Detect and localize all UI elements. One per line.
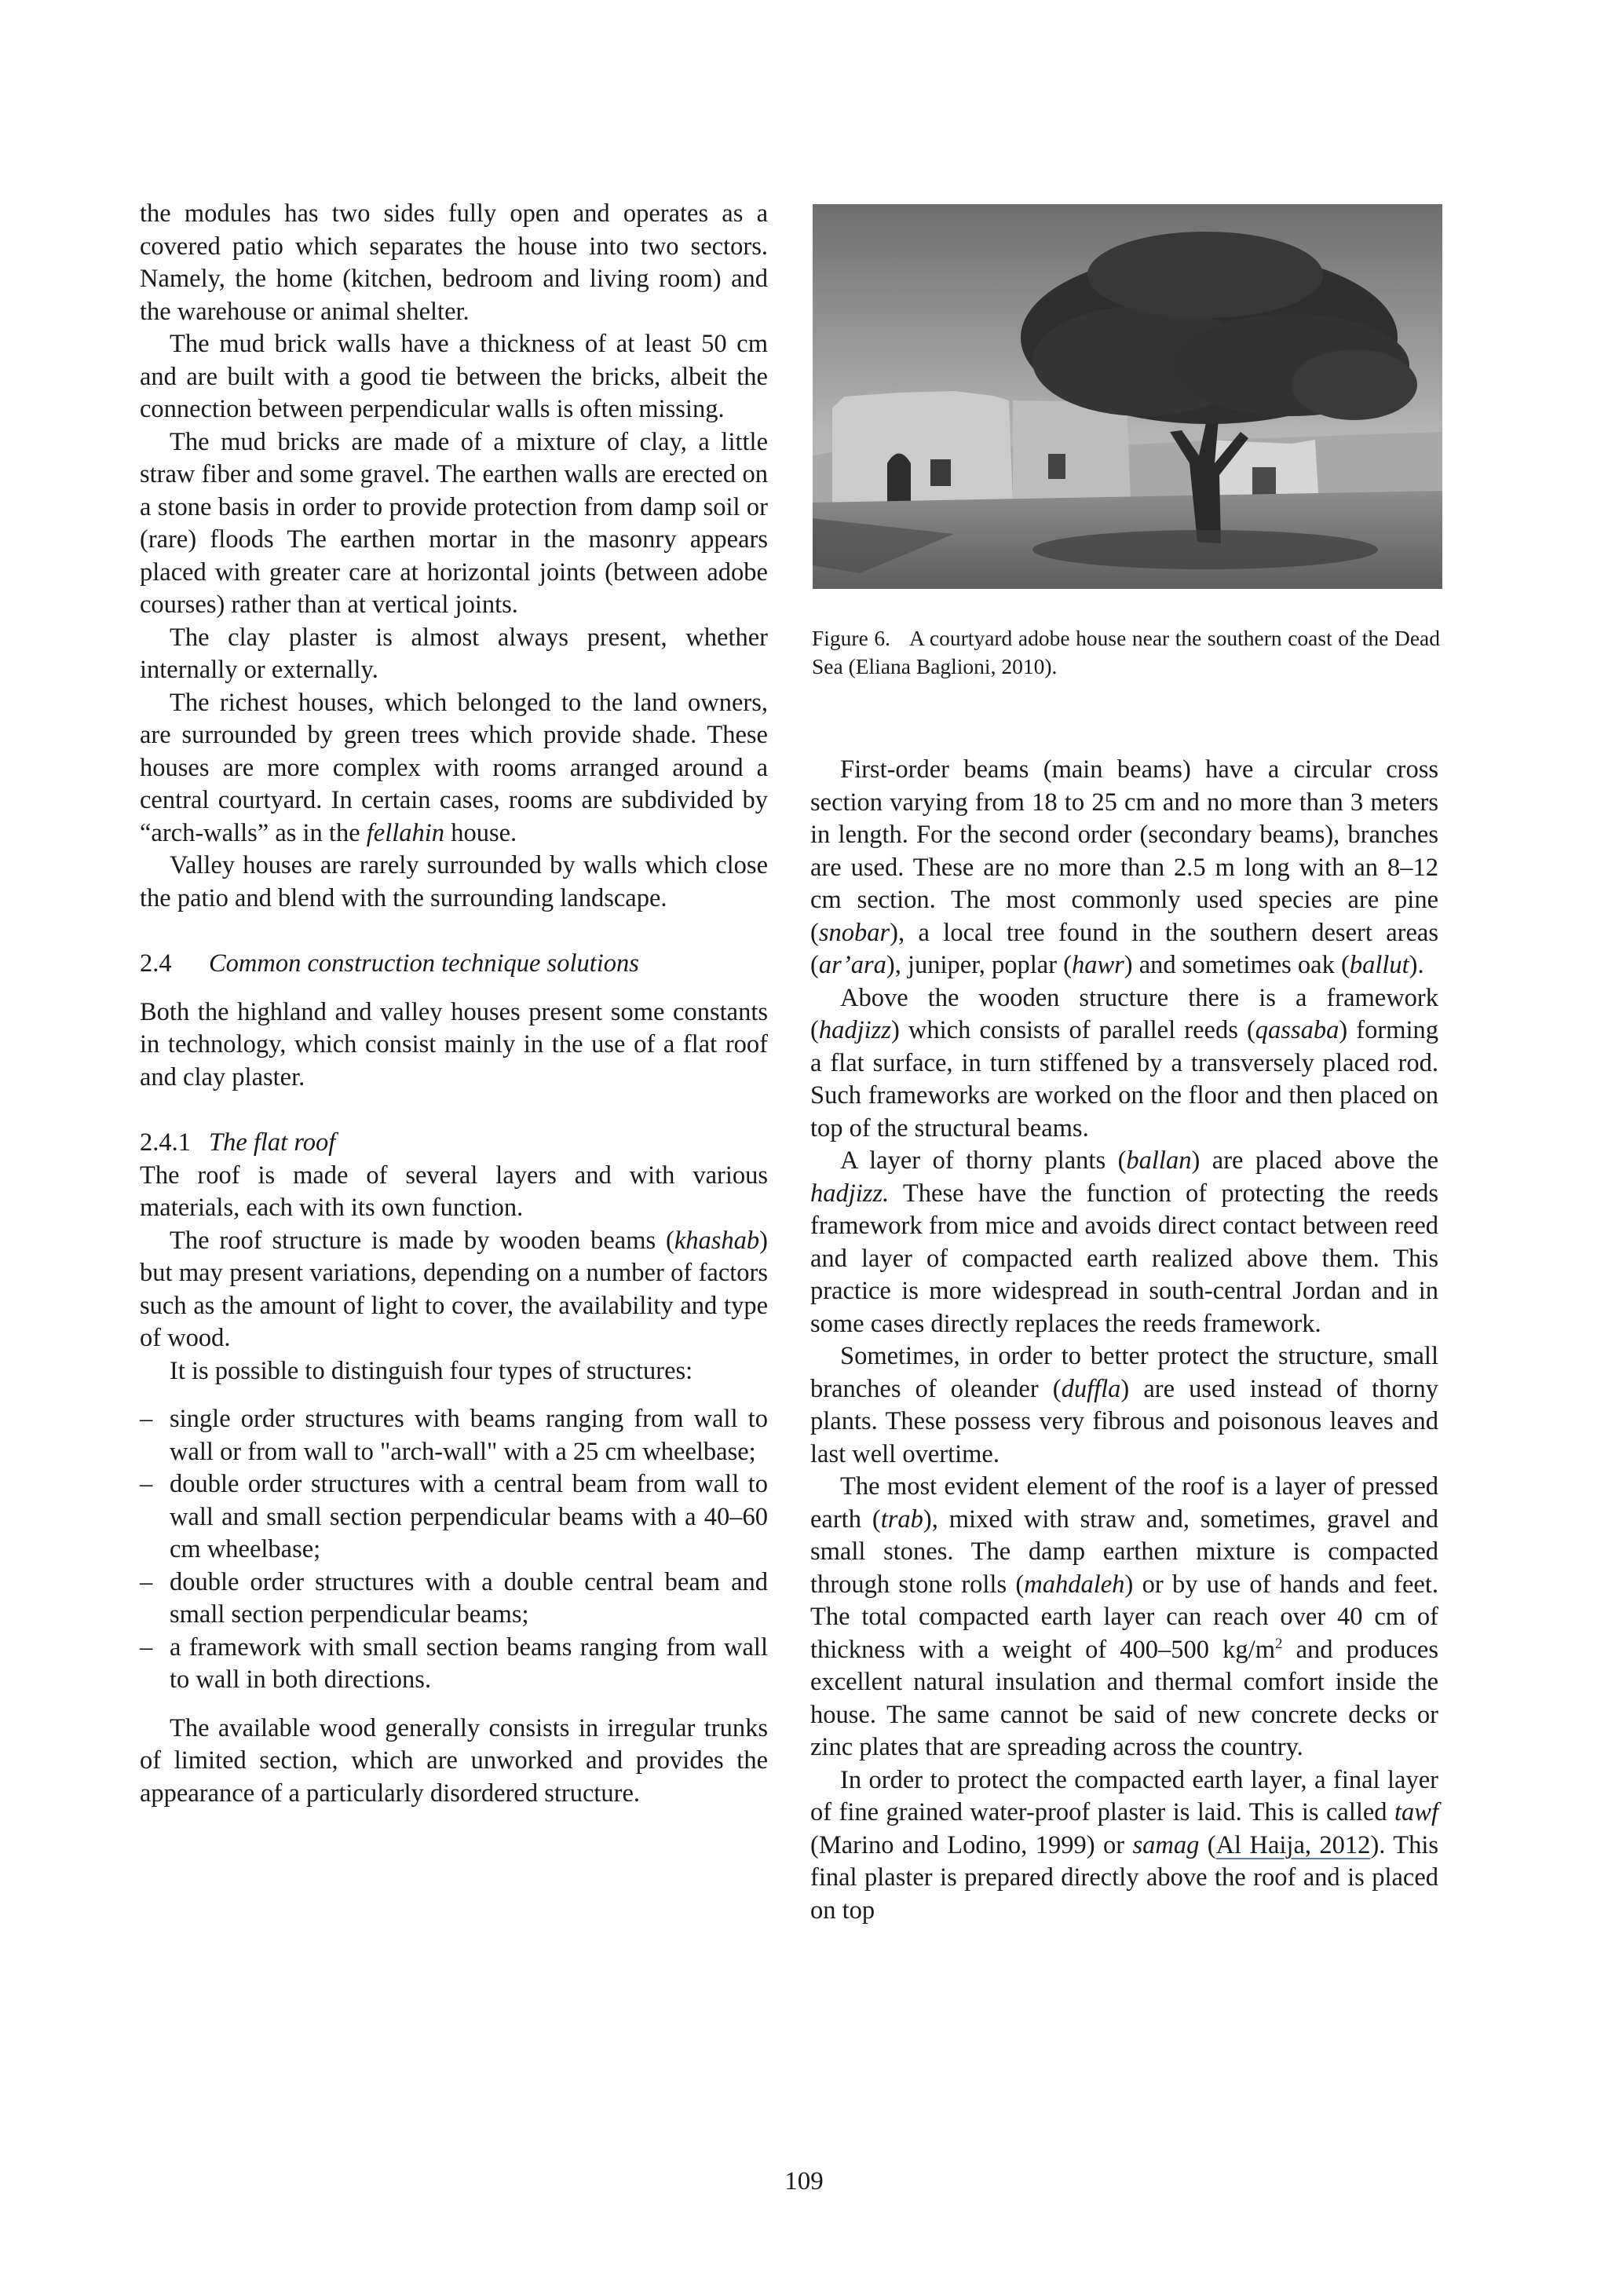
- spacer: [140, 1387, 768, 1403]
- italic-term: mahdaleh: [1024, 1570, 1125, 1599]
- text-run: First-order beams (main beams) have a circular cross section varying from 18 to 25 cm and no more than 3 meters in length. For the second order (secondary beams), branches are used. These are no more than 2.5 m long with an 8–12 cm section. The most commonly used species are pine (: [810, 755, 1438, 947]
- subsection-heading: [140, 1127, 768, 1160]
- italic-term: ar’ara: [818, 951, 886, 979]
- paragraph: [810, 754, 1438, 982]
- section-number: 2.4: [140, 949, 172, 978]
- superscript: 2: [1275, 1635, 1283, 1652]
- paragraph: [140, 1225, 768, 1355]
- text-run: ) forming a flat surface, in turn stiffened by a transversely placed rod. Such frameworks are worked on the floor and then placed on top of the structural beams.: [810, 1016, 1439, 1143]
- paragraph: Valley houses are rarely surrounded by walls which close the patio and blend with the surrounding landscape.: [140, 851, 768, 912]
- photo-courtyard-adobe-house: [813, 204, 1442, 589]
- spacer: [140, 981, 768, 996]
- italic-term: ballan: [1126, 1146, 1192, 1175]
- text-run: Sometimes, in order to better protect the structure, small branches of oleander (: [810, 1342, 1438, 1403]
- italic-term: hadjizz: [818, 1016, 891, 1044]
- caption-text: A courtyard adobe house near the southern coast of the Dead Sea (Eliana Baglioni, 2010).: [812, 626, 1440, 678]
- italic-term: trab: [880, 1504, 923, 1534]
- italic-term: tawf: [1394, 1798, 1438, 1826]
- text-run: (Marino and Lodino, 1999) or: [810, 1830, 1133, 1859]
- paragraph: The clay plaster is almost always present, whether internally or externally.: [140, 623, 768, 684]
- list-item: – a framework with small section beams ranging from wall to wall in both directions.: [140, 1632, 768, 1697]
- italic-term: fellahin: [366, 818, 445, 847]
- italic-term: duffla: [1061, 1374, 1121, 1403]
- text-run: ).: [1409, 951, 1424, 979]
- text-run: house.: [444, 818, 517, 847]
- text-run: ) or by use of hands and feet. The total compacted earth layer can reach over 40 cm of thickness with a weight of 400–500 kg/m: [810, 1570, 1438, 1664]
- text-run: (: [1199, 1830, 1216, 1859]
- paragraph: the modules has two sides fully open and operates as a covered patio which separates the house into two sectors. Namely, the home (kitchen, bedroom and living room) and the warehouse or animal shelter.: [140, 199, 768, 326]
- text-run: and produces excellent natural insulation and thermal comfort inside the house. The same cannot be said of new concrete decks or zinc plates that are spreading across the country.: [810, 1635, 1438, 1761]
- paragraph: Both the highland and valley houses present some constants in technology, which consist mainly in the use of a flat roof and clay plaster.: [140, 997, 768, 1091]
- text-run: ) are used instead of thorny plants. These possess very fibrous and poisonous leaves and last well overtime.: [810, 1374, 1438, 1468]
- italic-term: ballut: [1349, 951, 1409, 979]
- paragraph: The mud bricks are made of a mixture of clay, a little straw fiber and some gravel. The earthen walls are erected on a stone basis in order to provide protection from damp soil or (rare) floods The earthen mortar in the masonry appears placed with greater care at horizontal joints (between adobe courses) rather than at vertical joints.: [140, 427, 768, 619]
- text-run: In order to protect the compacted earth layer, a final layer of fine grained water-proof plaster is laid. This is called: [810, 1765, 1438, 1826]
- italic-term: khashab: [674, 1226, 760, 1255]
- spacer: [140, 1697, 768, 1713]
- text-run: A layer of thorny plants (: [840, 1146, 1127, 1175]
- paragraph: The mud brick walls have a thickness of at least 50 cm and are built with a good tie between the bricks, albeit the connection between perpendicular walls is often missing.: [140, 330, 768, 423]
- figure-caption: [812, 624, 1440, 681]
- paragraph: [810, 1340, 1438, 1471]
- figure-label: Figure 6.: [812, 626, 891, 650]
- right-column: [810, 754, 1438, 1927]
- paragraph: [810, 1471, 1438, 1764]
- text-run: The roof structure is made by wooden beams (: [170, 1226, 674, 1255]
- text-run: ), mixed with straw and, sometimes, gravel and small stones. The damp earthen mixture is compacted through stone rolls (: [810, 1504, 1438, 1599]
- italic-term: hadjizz.: [810, 1179, 890, 1208]
- paragraph: [810, 1145, 1438, 1340]
- section-title: Common construction technique solutions: [209, 949, 639, 978]
- text-run: The richest houses, which belonged to the land owners, are surrounded by green trees which provide shade. These houses are more complex with rooms arranged around a central courtyard. In certain cases, rooms are subdivided by “arch-walls” as in the: [140, 688, 768, 847]
- subsection-title: The flat roof: [209, 1128, 336, 1157]
- text-run: ) but may present variations, depending on a number of factors such as the amount of light to cover, the availability and type of wood.: [140, 1226, 768, 1352]
- paragraph: [140, 687, 768, 850]
- paragraph: The roof is made of several layers and with various materials, each with its own function.: [140, 1161, 768, 1222]
- text-run: ) which consists of parallel reeds (: [890, 1016, 1255, 1044]
- italic-term: qassaba: [1255, 1016, 1339, 1044]
- text-run: ) are placed above the: [1191, 1146, 1438, 1175]
- list-item: – double order structures with a central beam from wall to wall and small section perpendicular beams with a 40–60 cm wheelbase;: [140, 1468, 768, 1567]
- text-run: Above the wooden structure there is a framework (: [810, 983, 1438, 1044]
- spacer: [140, 1094, 768, 1127]
- italic-term: snobar: [818, 918, 890, 947]
- paragraph: [810, 1764, 1438, 1928]
- paragraph: The available wood generally consists in irregular trunks of limited section, which are unworked and provides the appearance of a particularly disordered structure.: [140, 1713, 768, 1808]
- italic-term: samag: [1132, 1830, 1200, 1859]
- figure-photo: [813, 204, 1442, 589]
- section-heading: [140, 948, 768, 981]
- dash-list: [140, 1403, 768, 1697]
- paragraph: [810, 982, 1438, 1146]
- text-run: ), juniper, poplar (: [886, 951, 1072, 979]
- paragraph: It is possible to distinguish four types of structures:: [170, 1356, 693, 1385]
- list-item: – double order structures with a double central beam and small section perpendicular beams;: [140, 1567, 768, 1632]
- italic-term: hawr: [1071, 951, 1124, 979]
- text-run: ). This final plaster is prepared directly above the roof and is placed on top: [810, 1830, 1439, 1925]
- subsection-number: 2.4.1: [140, 1128, 191, 1157]
- text-run: The most evident element of the roof is a layer of pressed earth (: [810, 1472, 1438, 1534]
- spacer: [140, 915, 768, 948]
- page-number: 109: [784, 2167, 824, 2195]
- text-run: ) and sometimes oak (: [1124, 951, 1350, 979]
- citation-link[interactable]: Al Haija, 2012: [1215, 1830, 1371, 1859]
- list-item: – single order structures with beams ranging from wall to wall or from wall to "arch-wall" with a 25 cm wheelbase;: [140, 1403, 768, 1468]
- text-run: These have the function of protecting the reeds framework from mice and avoids direct contact between reed and layer of compacted earth realized above them. This practice is more widespread in south-central Jordan and in some cases directly replaces the reeds framework.: [810, 1179, 1438, 1338]
- left-column: [140, 198, 768, 1810]
- text-run: ), a local tree found in the southern desert areas (: [810, 918, 1438, 979]
